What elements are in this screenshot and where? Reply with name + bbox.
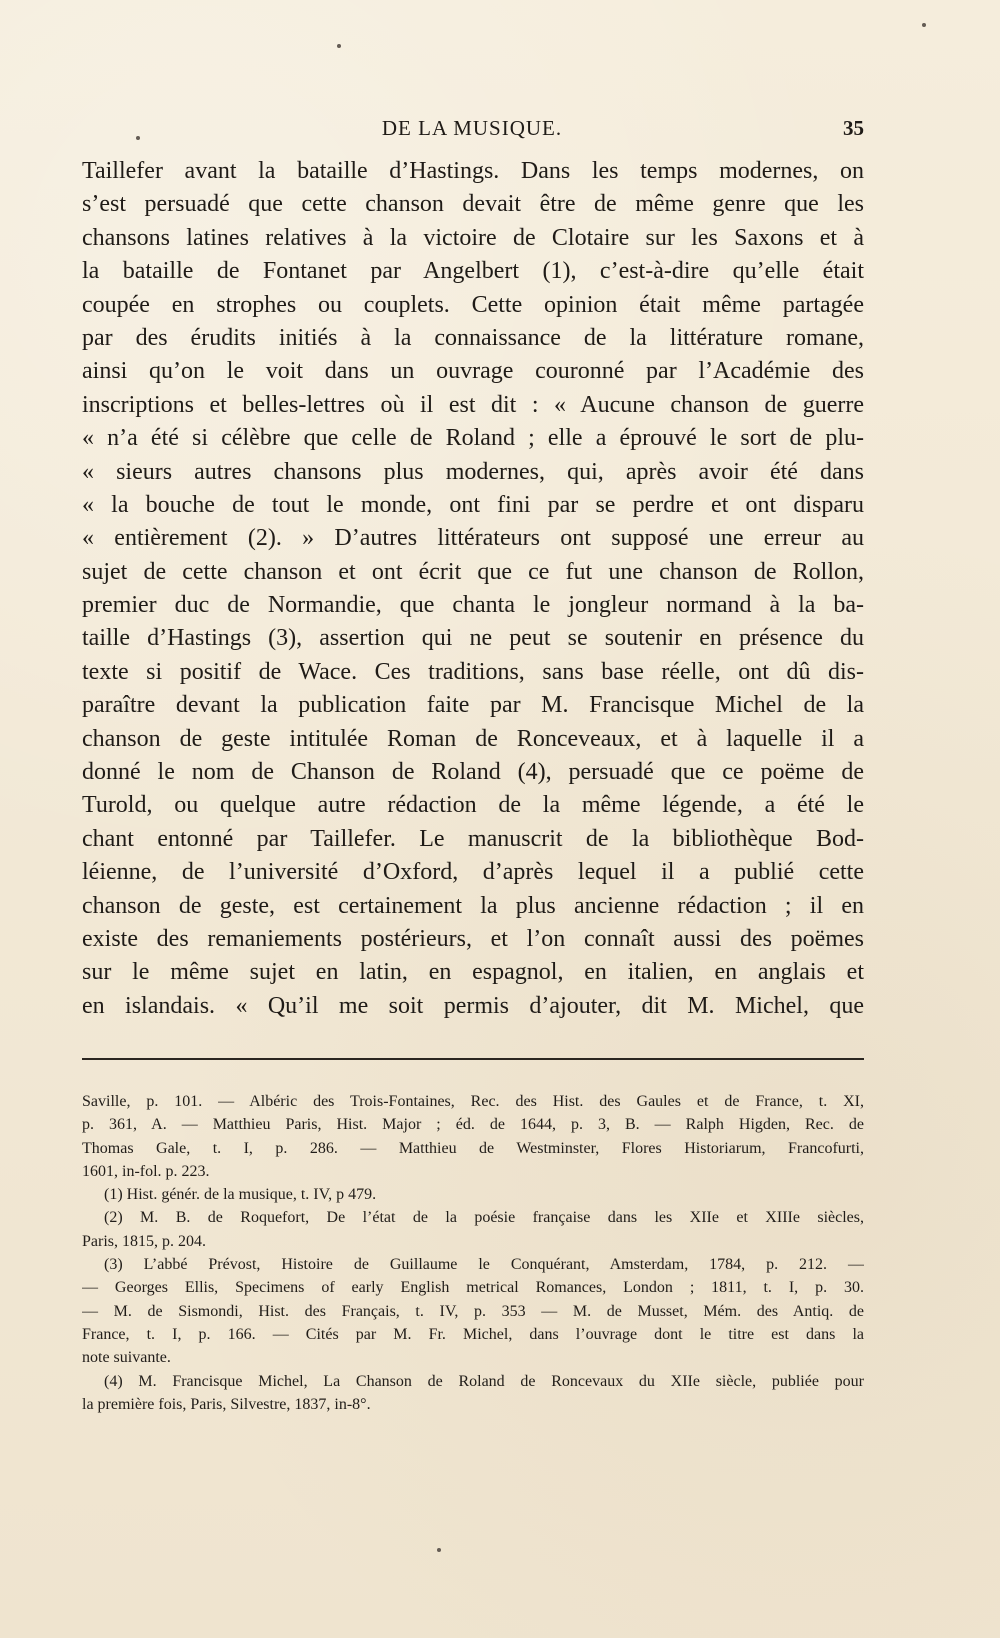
footnote-line: (4) M. Francisque Michel, La Chanson de Roland de Roncevaux du XIIe siècle, publiée pour	[104, 1372, 864, 1390]
main-text	[82, 155, 864, 1023]
footnote-line: — M. de Sismondi, Hist. des Français, t. IV, p. 353 — M. de Musset, Mém. des Antiq. de	[82, 1302, 864, 1320]
footnote-line: la première fois, Paris, Silvestre, 1837, in-8°.	[82, 1395, 371, 1413]
footnote-line: France, t. I, p. 166. — Cités par M. Fr. Michel, dans l’ouvrage dont le titre est dans la	[82, 1325, 864, 1343]
footnote-line: note suivante.	[82, 1349, 171, 1367]
page-speck-bottom	[437, 1548, 441, 1552]
body-line: coupée en strophes ou couplets. Cette opinion était même partagée	[82, 291, 864, 318]
footnote-line: Thomas Gale, t. I, p. 286. — Matthieu de Westminster, Flores Historiarum, Francofurti,	[82, 1139, 864, 1157]
page-speck-top	[337, 44, 341, 48]
body-line: paraître devant la publication faite par M. Francisque Michel de la	[82, 692, 864, 719]
body-line: inscriptions et belles-lettres où il est dit : « Aucune chanson de guerre	[82, 391, 864, 418]
footnotes	[82, 1090, 864, 1416]
body-line: sur le même sujet en latin, en espagnol, en italien, en anglais et	[82, 959, 864, 986]
footnote-line: (2) M. B. de Roquefort, De l’état de la poésie française dans les XIIe et XIIIe siècles,	[104, 1209, 864, 1227]
body-line: existe des remaniements postérieurs, et l’on connaît aussi des poëmes	[82, 925, 864, 952]
body-line: texte si positif de Wace. Ces traditions, sans base réelle, ont dû dis-	[82, 658, 864, 685]
footnote-line: Saville, p. 101. — Albéric des Trois-Fontaines, Rec. des Hist. des Gaules et de France, t. XI,	[82, 1093, 864, 1110]
body-line: donné le nom de Chanson de Roland (4), persuadé que ce poëme de	[82, 759, 864, 786]
body-line: « n’a été si célèbre que celle de Roland ; elle a éprouvé le sort de plu-	[82, 425, 864, 452]
body-line: par des érudits initiés à la connaissance de la littérature romane,	[82, 324, 864, 351]
body-line: chanson de geste, est certainement la plus ancienne rédaction ; il en	[82, 892, 864, 919]
body-line: taille d’Hastings (3), assertion qui ne peut se soutenir en présence du	[82, 625, 864, 652]
page-number: 35	[843, 116, 864, 140]
body-line: chanson de geste intitulée Roman de Ronceveaux, et à laquelle il a	[82, 725, 864, 752]
body-line: Taillefer avant la bataille d’Hastings. Dans les temps modernes, on	[82, 158, 864, 184]
body-line: chansons latines relatives à la victoire de Clotaire sur les Saxons et à	[82, 224, 864, 251]
page-speck-right	[922, 23, 926, 27]
body-line: premier duc de Normandie, que chanta le jongleur normand à la ba-	[82, 592, 864, 619]
running-title: DE LA MUSIQUE.	[381, 116, 563, 140]
body-line: s’est persuadé que cette chanson devait être de même genre que les	[82, 191, 864, 218]
body-line: « entièrement (2). » D’autres littérateurs ont supposé une erreur au	[82, 525, 864, 552]
footnote-line: Paris, 1815, p. 204.	[82, 1232, 206, 1250]
body-line: chant entonné par Taillefer. Le manuscrit de la bibliothèque Bod-	[82, 825, 864, 852]
footnote-separator	[82, 1058, 864, 1060]
footnote-line: 1601, in-fol. p. 223.	[82, 1162, 210, 1180]
body-line: la bataille de Fontanet par Angelbert (1), c’est-à-dire qu’elle était	[82, 258, 864, 285]
body-line: « sieurs autres chansons plus modernes, qui, après avoir été dans	[82, 458, 864, 485]
footnote-line: (3) L’abbé Prévost, Histoire de Guillaume le Conquérant, Amsterdam, 1784, p. 212. —	[104, 1256, 864, 1274]
page-header	[80, 116, 864, 146]
body-line: ainsi qu’on le voit dans un ouvrage couronné par l’Académie des	[82, 358, 864, 385]
body-line: « la bouche de tout le monde, ont fini par se perdre et ont disparu	[82, 491, 864, 518]
body-line: en islandais. « Qu’il me soit permis d’ajouter, dit M. Michel, que	[82, 992, 864, 1019]
footnote-line: p. 361, A. — Matthieu Paris, Hist. Major ; éd. de 1644, p. 3, B. — Ralph Higden, Rec. de	[82, 1116, 864, 1134]
footnote-line: (1) Hist. génér. de la musique, t. IV, p 479.	[104, 1186, 377, 1204]
body-line: sujet de cette chanson et ont écrit que ce fut une chanson de Rollon,	[82, 558, 864, 585]
footnote-line: — Georges Ellis, Specimens of early English metrical Romances, London ; 1811, t. I, p. 30.	[82, 1279, 864, 1297]
body-line: léienne, de l’université d’Oxford, d’après lequel il a publié cette	[82, 859, 864, 886]
body-line: Turold, ou quelque autre rédaction de la même légende, a été le	[82, 792, 864, 819]
